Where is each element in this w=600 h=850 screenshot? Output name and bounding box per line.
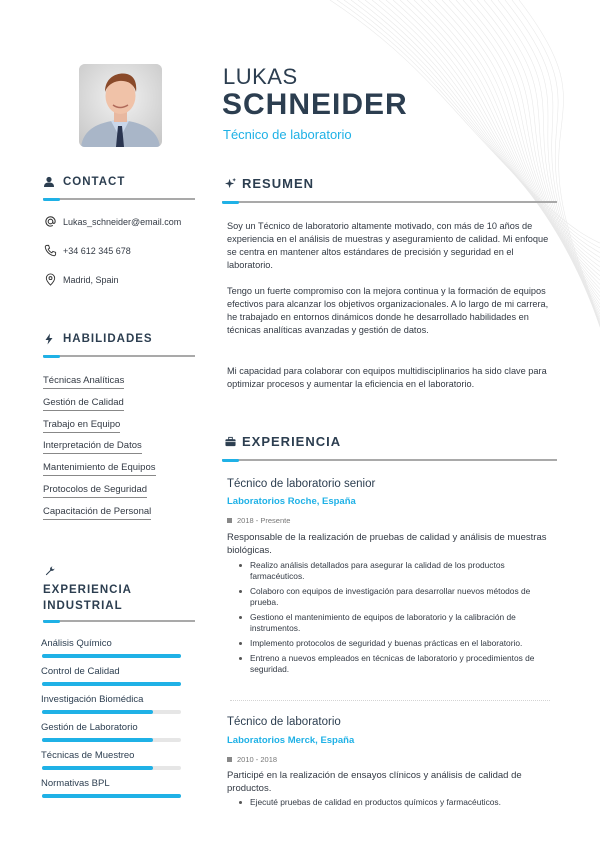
- location-pin-icon: [44, 273, 57, 286]
- experience-heading-text: EXPERIENCIA: [242, 434, 342, 449]
- contact-phone[interactable]: [44, 244, 131, 257]
- industry-skill-bar-fill: [42, 766, 153, 770]
- job-1-bullets: [238, 560, 558, 679]
- summary-divider: [222, 201, 557, 203]
- contact-heading-text: CONTACT: [63, 176, 126, 188]
- job-bullet: Implemento protocolos de seguridad y buenas prácticas en el laboratorio.: [238, 638, 558, 649]
- job-1-company: Laboratorios Roche, España: [227, 496, 356, 507]
- calendar-icon: [227, 757, 232, 762]
- summary-heading: [225, 176, 314, 191]
- job-1-dates-text: 2018 - Presente: [237, 516, 291, 525]
- summary-paragraph-2: Tengo un fuerte compromiso con la mejora continua y la formación de equipos efectivos para alcanzar los objetivos organizacionales. A lo largo de mi carrera, he trabajado en entornos dinámicos donde he desarrollado habilidades en técnicas analíticas avanzadas y gestión de datos.: [227, 286, 549, 335]
- skill-item: Mantenimiento de Equipos: [43, 462, 156, 476]
- industry-skill-bar-track: [42, 654, 181, 658]
- job-bullet: Realizo análisis detallados para asegurar la calidad de los productos farmacéuticos.: [238, 560, 558, 582]
- industry-skill-label: Análisis Químico: [41, 638, 112, 649]
- summary-paragraph-3: Mi capacidad para colaborar con equipos multidisciplinarios ha sido clave para optimizar procesos y aumentar la eficiencia en el laboratorio.: [227, 366, 547, 389]
- contact-heading: [43, 176, 125, 188]
- job-2-company: Laboratorios Merck, España: [227, 735, 355, 746]
- industry-divider: [43, 620, 195, 622]
- industry-skill-bar-track: [42, 710, 181, 714]
- industry-heading: [43, 582, 132, 614]
- summary-paragraph-1: Soy un Técnico de laboratorio altamente motivado, con más de 10 años de experiencia en el análisis de muestras y aseguramiento de calidad. Mi enfoque se centra en mantener altos estándares de precisión y seguridad en el laboratorio.: [227, 221, 549, 270]
- job-2-dates: [227, 755, 277, 764]
- user-icon: [43, 176, 55, 188]
- job-title: Técnico de laboratorio: [223, 127, 352, 142]
- industry-skill-label: Control de Calidad: [41, 666, 120, 677]
- summary-heading-text: RESUMEN: [242, 176, 315, 191]
- industry-skill-label: Investigación Biomédica: [41, 694, 144, 705]
- at-icon: [44, 215, 57, 228]
- industry-skill-bar-track: [42, 738, 181, 742]
- contact-email[interactable]: [44, 215, 181, 228]
- industry-heading-line2: INDUSTRIAL: [43, 600, 123, 612]
- email-value[interactable]: Lukas_schneider@email.com: [63, 216, 182, 227]
- industry-skill-label: Normativas BPL: [41, 778, 110, 789]
- wave-line: [477, 0, 600, 407]
- contact-location: [44, 273, 119, 286]
- skills-divider: [43, 355, 195, 357]
- wave-line: [470, 0, 600, 400]
- wave-line: [400, 0, 600, 330]
- experience-divider: [222, 459, 557, 461]
- skill-item: Capacitación de Personal: [43, 506, 151, 520]
- industry-skill-bar-fill: [42, 794, 181, 798]
- skills-heading: [43, 333, 153, 345]
- job-bullet: Ejecuté pruebas de calidad en productos químicos y farmacéuticos.: [238, 797, 558, 808]
- industry-heading-line1: EXPERIENCIA: [43, 584, 132, 596]
- wave-line: [491, 0, 600, 421]
- briefcase-icon: [225, 436, 236, 447]
- experience-heading: [225, 434, 341, 449]
- wave-line: [498, 0, 600, 428]
- skill-item: Gestión de Calidad: [43, 397, 124, 411]
- job-1-dates: [227, 516, 290, 525]
- phone-icon: [44, 244, 57, 257]
- skill-item: Protocolos de Seguridad: [43, 484, 147, 498]
- industry-skill-label: Gestión de Laboratorio: [41, 722, 138, 733]
- industry-skill-bar-fill: [42, 710, 153, 714]
- wave-line: [484, 0, 600, 414]
- industry-skill-label: Técnicas de Muestreo: [41, 750, 135, 761]
- job-2-description: Participé en la realización de ensayos clínicos y análisis de calidad de productos.: [227, 770, 522, 794]
- person-photo-icon: [79, 64, 162, 147]
- industry-skill-bar-track: [42, 766, 181, 770]
- job-1-description: Responsable de la realización de pruebas de calidad y análisis de muestras biológicas.: [227, 532, 547, 556]
- job-bullet: Colaboro con equipos de investigación para desarrollar nuevos métodos de prueba.: [238, 586, 558, 608]
- skill-item: Trabajo en Equipo: [43, 419, 120, 433]
- sparkle-icon: [225, 178, 236, 189]
- job-2-title: Técnico de laboratorio: [227, 716, 341, 728]
- skills-heading-text: HABILIDADES: [63, 333, 153, 345]
- job-1-title: Técnico de laboratorio senior: [227, 478, 376, 490]
- skill-item: Técnicas Analíticas: [43, 375, 124, 389]
- profile-photo: [79, 64, 162, 147]
- skill-item: Interpretación de Datos: [43, 440, 142, 454]
- industry-skill-bar-track: [42, 794, 181, 798]
- industry-skill-bar-fill: [42, 654, 181, 658]
- calendar-icon: [227, 518, 232, 523]
- job-2-dates-text: 2010 - 2018: [237, 755, 278, 764]
- last-name: SCHNEIDER: [222, 88, 408, 121]
- phone-value[interactable]: +34 612 345 678: [63, 245, 131, 256]
- job-bullet: Gestiono el mantenimiento de equipos de laboratorio y la calibración de instrumentos.: [238, 612, 558, 634]
- job-bullet: Entreno a nuevos empleados en técnicas de laboratorio y procedimientos de seguridad.: [238, 653, 558, 675]
- first-name: LUKAS: [223, 64, 298, 89]
- contact-divider: [43, 198, 195, 200]
- job-2-bullets: [238, 797, 558, 812]
- bolt-icon: [43, 333, 55, 345]
- location-value: Madrid, Spain: [63, 274, 119, 285]
- industry-skill-bar-fill: [42, 738, 153, 742]
- wrench-icon: [45, 566, 55, 576]
- industry-skill-bar-track: [42, 682, 181, 686]
- industry-skill-bar-fill: [42, 682, 181, 686]
- job-separator: [230, 700, 550, 701]
- wave-line: [393, 0, 600, 323]
